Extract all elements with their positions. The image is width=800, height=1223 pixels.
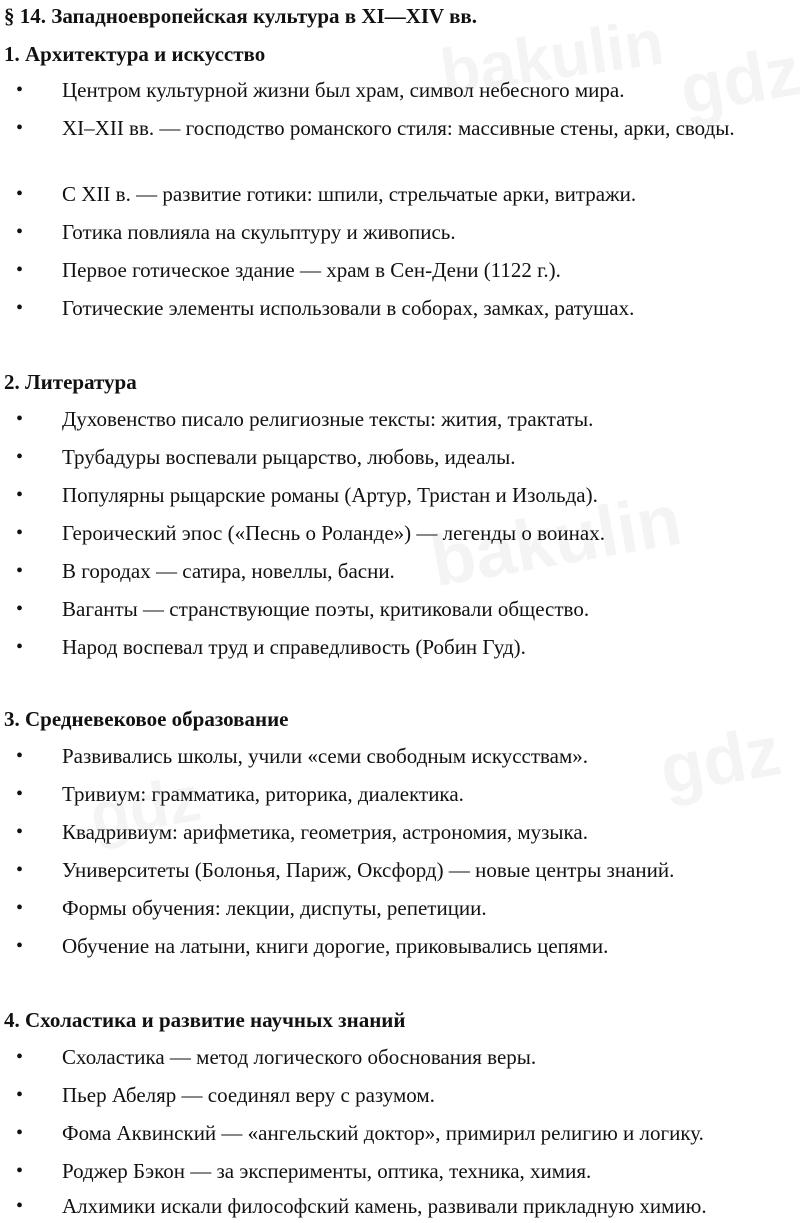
page-title: § 14. Западноевропейская культура в XI—XIV вв. [4,4,478,28]
bullet: • [16,522,24,544]
bullet: • [16,1122,24,1144]
list-item: Квадривиум: арифметика, геометрия, астрономия, музыка. [62,820,588,844]
list-item: Схоластика — метод логического обоснования веры. [62,1045,537,1069]
bullet: • [16,598,24,620]
list-item: С XII в. — развитие готики: шпили, стрельчатые арки, витражи. [62,182,637,206]
section-heading-literature: 2. Литература [4,370,137,394]
list-item: В городах — сатира, новеллы, басни. [62,559,395,583]
bullet: • [16,183,24,205]
list-item: Духовенство писало религиозные тексты: жития, трактаты. [62,407,594,431]
list-item: Пьер Абеляр — соединял веру с разумом. [62,1083,435,1107]
list-item: Фома Аквинский — «ангельский доктор», примирил религию и логику. [62,1121,704,1145]
bullet: • [16,484,24,506]
bullet: • [16,1046,24,1068]
bullet: • [16,935,24,957]
list-item: Героический эпос («Песнь о Роланде») — легенды о воинах. [62,521,605,545]
list-item: XI–XII вв. — господство романского стиля: массивные стены, арки, своды. [62,116,735,140]
list-item: Обучение на латыни, книги дорогие, приковывались цепями. [62,934,609,958]
list-item: Роджер Бэкон — за эксперименты, оптика, техника, химия. [62,1159,592,1183]
list-item: Готика повлияла на скульптуру и живопись. [62,220,456,244]
bullet: • [16,745,24,767]
bullet: • [16,1084,24,1106]
bullet: • [16,221,24,243]
bullet: • [16,446,24,468]
list-item: Формы обучения: лекции, диспуты, репетиции. [62,896,487,920]
bullet: • [16,859,24,881]
list-item: Первое готическое здание — храм в Сен-Дени (1122 г.). [62,258,561,282]
section-heading-scholasticism: 4. Схоластика и развитие научных знаний [4,1008,406,1032]
bullet: • [16,1160,24,1182]
list-item: Университеты (Болонья, Париж, Оксфорд) — новые центры знаний. [62,858,675,882]
bullet: • [16,297,24,319]
bullet: • [16,79,24,101]
list-item: Развивались школы, учили «семи свободным искусствам». [62,744,589,768]
list-item: Ваганты — странствующие поэты, критиковали общество. [62,597,590,621]
list-item: Тривиум: грамматика, риторика, диалектика. [62,782,464,806]
list-item: Алхимики искали философский камень, развивали прикладную химию. [62,1194,707,1218]
bullet: • [16,821,24,843]
list-item: Центром культурной жизни был храм, символ небесного мира. [62,78,625,102]
list-item: Народ воспевал труд и справедливость (Робин Гуд). [62,635,526,659]
bullet: • [16,117,24,139]
section-heading-education: 3. Средневековое образование [4,707,289,731]
list-item: Готические элементы использовали в соборах, замках, ратушах. [62,296,635,320]
bullet: • [16,408,24,430]
bullet: • [16,1195,24,1217]
list-item: Популярны рыцарские романы (Артур, Тристан и Изольда). [62,483,598,507]
bullet: • [16,897,24,919]
bullet: • [16,636,24,658]
bullet: • [16,560,24,582]
bullet: • [16,259,24,281]
bullet: • [16,783,24,805]
list-item: Трубадуры воспевали рыцарство, любовь, идеалы. [62,445,516,469]
section-heading-architecture: 1. Архитектура и искусство [4,42,266,66]
